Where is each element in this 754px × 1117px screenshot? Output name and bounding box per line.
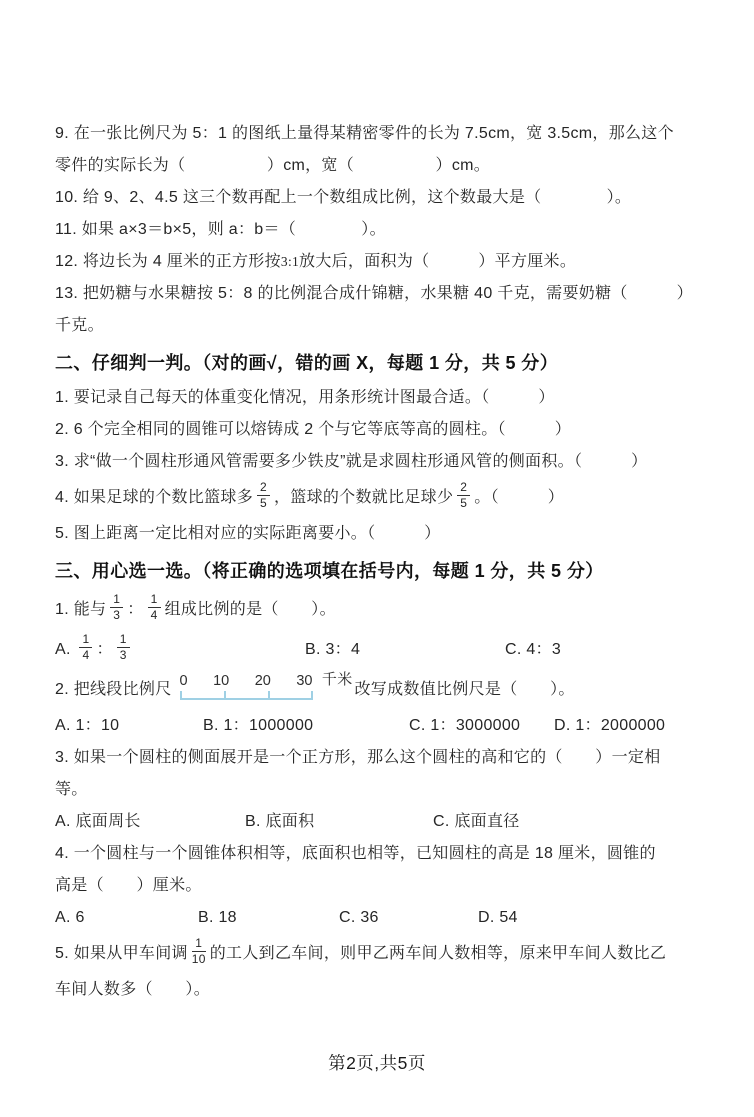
question-text: A. 底面周长 bbox=[55, 813, 141, 830]
scale-bar-tick-label: 10 bbox=[213, 673, 230, 690]
question-text: 三、用心选一选。（将正确的选项填在括号内，每题 1 分，共 5 分） bbox=[55, 561, 604, 581]
fill-q11 bbox=[55, 214, 714, 246]
choice1-options bbox=[55, 630, 714, 670]
question-text: C. 1：3000000 bbox=[409, 717, 521, 734]
choice-q5-line2 bbox=[55, 974, 714, 1006]
option bbox=[198, 902, 339, 934]
option bbox=[55, 806, 245, 838]
scale-bar-tick-label: 30 bbox=[296, 673, 313, 690]
question-text: 4. 一个圆柱与一个圆锥体积相等，底面积也相等，已知圆柱的高是 18 厘米，圆锥的 bbox=[55, 845, 656, 862]
question-text: C. 底面直径 bbox=[433, 813, 520, 830]
choice-q4-line1 bbox=[55, 838, 714, 870]
option bbox=[245, 806, 433, 838]
fraction bbox=[79, 633, 92, 662]
question-text: 5. 图上距离一定比相对应的实际距离要小。（ ） bbox=[55, 525, 441, 542]
question-text: 1. 要记录自己每天的体重变化情况，用条形统计图最合适。（ ） bbox=[55, 389, 555, 406]
fill-q13-line1 bbox=[55, 278, 714, 310]
question-text: 等。 bbox=[55, 781, 88, 798]
fraction bbox=[457, 481, 470, 510]
line-scale-bar bbox=[179, 671, 353, 700]
question-text: ： bbox=[96, 641, 113, 658]
question-text: 11. 如果 a×3＝b×5，则 a：b＝（ ）。 bbox=[55, 221, 386, 238]
question-text: 4. 如果足球的个数比篮球多 bbox=[55, 489, 253, 506]
question-text: 2. 把线段比例尺 bbox=[55, 681, 172, 698]
scale-bar-tick-label: 0 bbox=[179, 673, 188, 690]
fraction-denominator: 3 bbox=[113, 608, 121, 623]
judge-q3 bbox=[55, 446, 714, 478]
page-footer bbox=[0, 1050, 754, 1075]
scale-bar-line bbox=[180, 691, 313, 700]
question-text: 改写成数值比例尺是（ ）。 bbox=[354, 681, 575, 698]
section3-heading bbox=[55, 554, 714, 588]
fraction-denominator: 10 bbox=[191, 952, 206, 967]
scale-bar-tick bbox=[224, 691, 226, 698]
question-text: B. 18 bbox=[198, 909, 237, 926]
question-text: 9. 在一张比例尺为 5：1 的图纸上量得某精密零件的长为 7.5cm，宽 3.5cm，那么这个 bbox=[55, 125, 674, 142]
option bbox=[409, 710, 554, 742]
fill-q9-line2 bbox=[55, 150, 714, 182]
scale-bar-unit: 千米 bbox=[321, 671, 353, 689]
scale-bar-tick bbox=[268, 691, 270, 698]
option bbox=[478, 902, 518, 934]
fraction-numerator: 1 bbox=[192, 937, 206, 952]
option bbox=[433, 806, 520, 838]
scale-bar-tick bbox=[180, 691, 182, 698]
choice3-options bbox=[55, 806, 714, 838]
judge-q4 bbox=[55, 478, 714, 518]
choice-q3-line1 bbox=[55, 742, 714, 774]
option bbox=[55, 710, 203, 742]
choice4-options bbox=[55, 902, 714, 934]
question-text: 10. 给 9、2、4.5 这三个数再配上一个数组成比例，这个数最大是（ ）。 bbox=[55, 189, 632, 206]
question-text: 千克。 bbox=[55, 317, 104, 334]
question-text: 车间人数多（ ）。 bbox=[55, 981, 211, 998]
question-text: 零件的实际长为（ ）cm，宽（ ）cm。 bbox=[55, 157, 491, 174]
fraction-numerator: 2 bbox=[257, 481, 270, 496]
option bbox=[505, 630, 561, 670]
question-text: 二、仔细判一判。（对的画√，错的画 X，每题 1 分，共 5 分） bbox=[55, 353, 559, 373]
question-text: 的工人到乙车间，则甲乙两车间人数相等，原来甲车间人数比乙 bbox=[209, 945, 667, 962]
question-text: B. 底面积 bbox=[245, 813, 315, 830]
fill-q13-line2 bbox=[55, 310, 714, 342]
choice-q2 bbox=[55, 670, 714, 710]
option bbox=[554, 710, 665, 742]
question-text: B. 1：1000000 bbox=[203, 717, 314, 734]
judge-q1 bbox=[55, 382, 714, 414]
fraction-denominator: 4 bbox=[150, 608, 158, 623]
question-text: 放大后，面积为（ ）平方厘米。 bbox=[299, 253, 577, 270]
fraction bbox=[110, 593, 123, 622]
question-text: D. 54 bbox=[478, 909, 518, 926]
fill-q12 bbox=[55, 246, 714, 278]
fill-q10 bbox=[55, 182, 714, 214]
question-text: 2. 6 个完全相同的圆锥可以熔铸成 2 个与它等底等高的圆柱。（ ） bbox=[55, 421, 572, 438]
option bbox=[55, 902, 198, 934]
question-text: 12. 将边长为 4 厘米的正方形按 bbox=[55, 253, 281, 270]
ratio-small-text: 3:1 bbox=[280, 254, 300, 269]
question-text: 5. 如果从甲车间调 bbox=[55, 945, 188, 962]
fraction-numerator: 2 bbox=[457, 481, 470, 496]
fraction bbox=[192, 937, 206, 966]
question-text: C. 36 bbox=[339, 909, 379, 926]
scale-bar-tick-label: 20 bbox=[254, 673, 271, 690]
question-text: B. 3：4 bbox=[305, 641, 361, 658]
question-text: 13. 把奶糖与水果糖按 5：8 的比例混合成什锦糖，水果糖 40 千克，需要奶糖（ ） bbox=[55, 285, 693, 302]
question-text: A. 6 bbox=[55, 909, 85, 926]
question-text: ： bbox=[127, 601, 144, 618]
fraction-numerator: 1 bbox=[117, 633, 130, 648]
fraction bbox=[117, 633, 130, 662]
question-text: A. 1：10 bbox=[55, 717, 120, 734]
page-number-label: 第2页,共5页 bbox=[328, 1053, 426, 1073]
fraction bbox=[148, 593, 161, 622]
scale-bar-tick bbox=[311, 691, 313, 698]
question-text: C. 4：3 bbox=[505, 641, 562, 658]
option bbox=[203, 710, 409, 742]
question-text: ，篮球的个数就比足球少 bbox=[273, 489, 454, 506]
fraction-numerator: 1 bbox=[110, 593, 123, 608]
fraction-denominator: 4 bbox=[82, 648, 90, 663]
option bbox=[305, 630, 505, 670]
option bbox=[339, 902, 478, 934]
choice-q3-line2 bbox=[55, 774, 714, 806]
fraction-numerator: 1 bbox=[148, 593, 161, 608]
option bbox=[55, 630, 305, 670]
question-text: 3. 求“做一个圆柱形通风管需要多少铁皮”就是求圆柱形通风管的侧面积。（ ） bbox=[55, 453, 648, 470]
choice-q5-line1 bbox=[55, 934, 714, 974]
question-text: 高是（ ）厘米。 bbox=[55, 877, 202, 894]
fraction bbox=[257, 481, 270, 510]
choice2-options bbox=[55, 710, 714, 742]
fraction-denominator: 5 bbox=[260, 496, 267, 511]
question-text: 。（ ） bbox=[474, 489, 565, 506]
scale-bar-labels bbox=[180, 673, 313, 689]
fraction-denominator: 3 bbox=[119, 648, 127, 663]
fill-q9-line1 bbox=[55, 118, 714, 150]
choice-q4-line2 bbox=[55, 870, 714, 902]
question-text: 1. 能与 bbox=[55, 601, 107, 618]
judge-q2 bbox=[55, 414, 714, 446]
question-text: 3. 如果一个圆柱的侧面展开是一个正方形，那么这个圆柱的高和它的（ ）一定相 bbox=[55, 749, 661, 766]
section2-heading bbox=[55, 346, 714, 380]
question-text: A. bbox=[55, 641, 76, 658]
judge-q5 bbox=[55, 518, 714, 550]
fraction-denominator: 5 bbox=[460, 496, 468, 511]
fraction-numerator: 1 bbox=[79, 633, 92, 648]
choice-q1 bbox=[55, 590, 714, 630]
question-text: D. 1：2000000 bbox=[554, 717, 666, 734]
question-text: 组成比例的是（ ）。 bbox=[164, 601, 336, 618]
